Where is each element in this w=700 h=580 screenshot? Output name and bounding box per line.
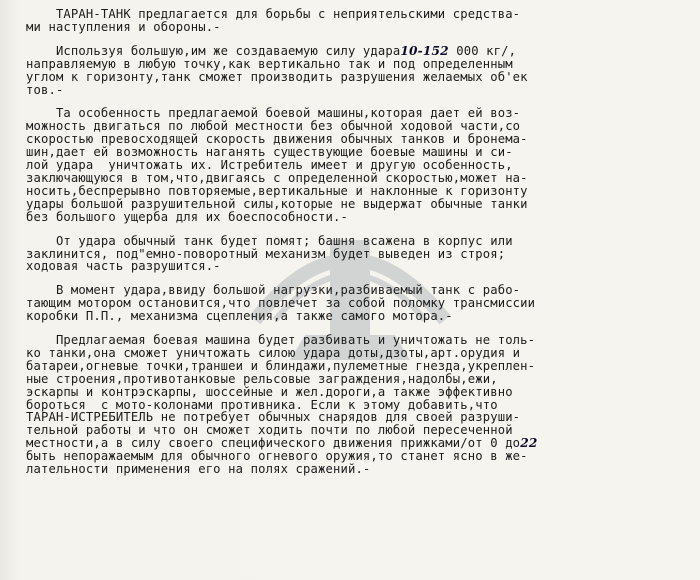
text-line: От удара обычный танк будет помят; башня всажена в корпус или: [26, 233, 513, 248]
paragraph-engine: [26, 284, 694, 323]
text-line: тающим мотором остановится,что повлечет за собой поломку трансмиссии: [26, 296, 536, 311]
paragraph-mobility: [26, 107, 694, 223]
handwritten-annotation: 22: [520, 436, 538, 451]
handwritten-annotation: 10-152: [400, 43, 449, 58]
text-line: удары большой разрушительной силы,которые не выдержат обычные танки: [26, 196, 528, 211]
paragraph-intro: [26, 8, 694, 34]
text-line-start: местности,а в силу своего специфического движения прижками/от 0 до: [26, 436, 521, 451]
text-line: скоростью превосходящей скорость движения обычных танков и бронема-: [26, 132, 528, 147]
text-line: носить,беспрерывно повторяемые,вертикальные и наклонные к горизонту: [26, 183, 528, 198]
paragraph-damage: [26, 235, 694, 274]
text-line: быть непоражаемым для обычного огневого оружия,то станет ясно в же-: [26, 449, 528, 464]
text-line: коробки П.П., механизма сцепления,а также самого мотора.-: [26, 309, 453, 324]
text-line: тельной работы и что он сможет ходить почти по любой пересеченной: [26, 423, 513, 438]
text-line: эскарпы и контрэскарпы, шоссейные и жел.дороги,а также эффективно: [26, 384, 513, 399]
text-line: Предлагаемая боевая машина будет разбивать и уничтожать не толь-: [26, 333, 536, 348]
text-line: можность двигаться по любой местности без обычной ходовой части,со: [26, 119, 521, 134]
text-line: лательности применения его на полях сражений.-: [26, 462, 371, 477]
text-line: направляемую в любую точку,как вертикально так и под определенным: [26, 56, 513, 71]
text-line: углом к горизонту,танк сможет производить разрушения желаемых об'ек: [26, 69, 528, 84]
text-line: [26, 45, 694, 58]
paragraph-targets: [26, 334, 694, 476]
text-line: заключающуюся в том,что,двигаясь с определенной скоростью,может на-: [26, 170, 528, 185]
text-line: батареи,огневые точки,траншеи и блиндажи,пулеметные гнезда,укреплен-: [26, 358, 536, 373]
paragraph-impact-force: [26, 45, 694, 97]
text-line: ТАРАН-ИСТРЕБИТЕЛЬ не потребует обычных снарядов для своей разруши-: [26, 410, 521, 425]
text-line: бороться с мото-колонами противника. Если к этому добавить,что: [26, 397, 498, 412]
text-line: ходовая часть разрушится.-: [26, 259, 221, 274]
text-line: ТАРАН-ТАНК предлагается для борьбы с неприятельскими средства-: [26, 7, 521, 21]
text-line: ко танки,она сможет уничтожать силою удара доты,дзоты,арт.орудия и: [26, 345, 521, 360]
text-line: лой удара уничтожать их. Истребитель имеет и другую особенность,: [26, 158, 513, 173]
text-line-end: 000 кг/,: [448, 43, 517, 58]
text-line: без большого ущерба для их боеспособности.-: [26, 209, 348, 224]
text-line: В момент удара,ввиду большой нагрузки,разбиваемый танк с рабо-: [26, 283, 521, 298]
text-line: тов.-: [26, 82, 64, 97]
text-line: шин,дает ей возможность наганять существующие боевые машины и си-: [26, 145, 513, 160]
text-line: ные строения,противотанковые рельсовые заграждения,надолбы,ежи,: [26, 371, 498, 386]
text-line: заклинится, под"емно-поворотный механизм будет выведен из строя;: [26, 246, 506, 261]
text-line-start: Используя большую,им же создаваемую силу удара: [26, 43, 401, 58]
document-body: [26, 8, 694, 476]
text-line: ми наступления и обороны.-: [26, 19, 221, 34]
text-line: Та особенность предлагаемой боевой машины,которая дает ей воз-: [26, 106, 521, 121]
